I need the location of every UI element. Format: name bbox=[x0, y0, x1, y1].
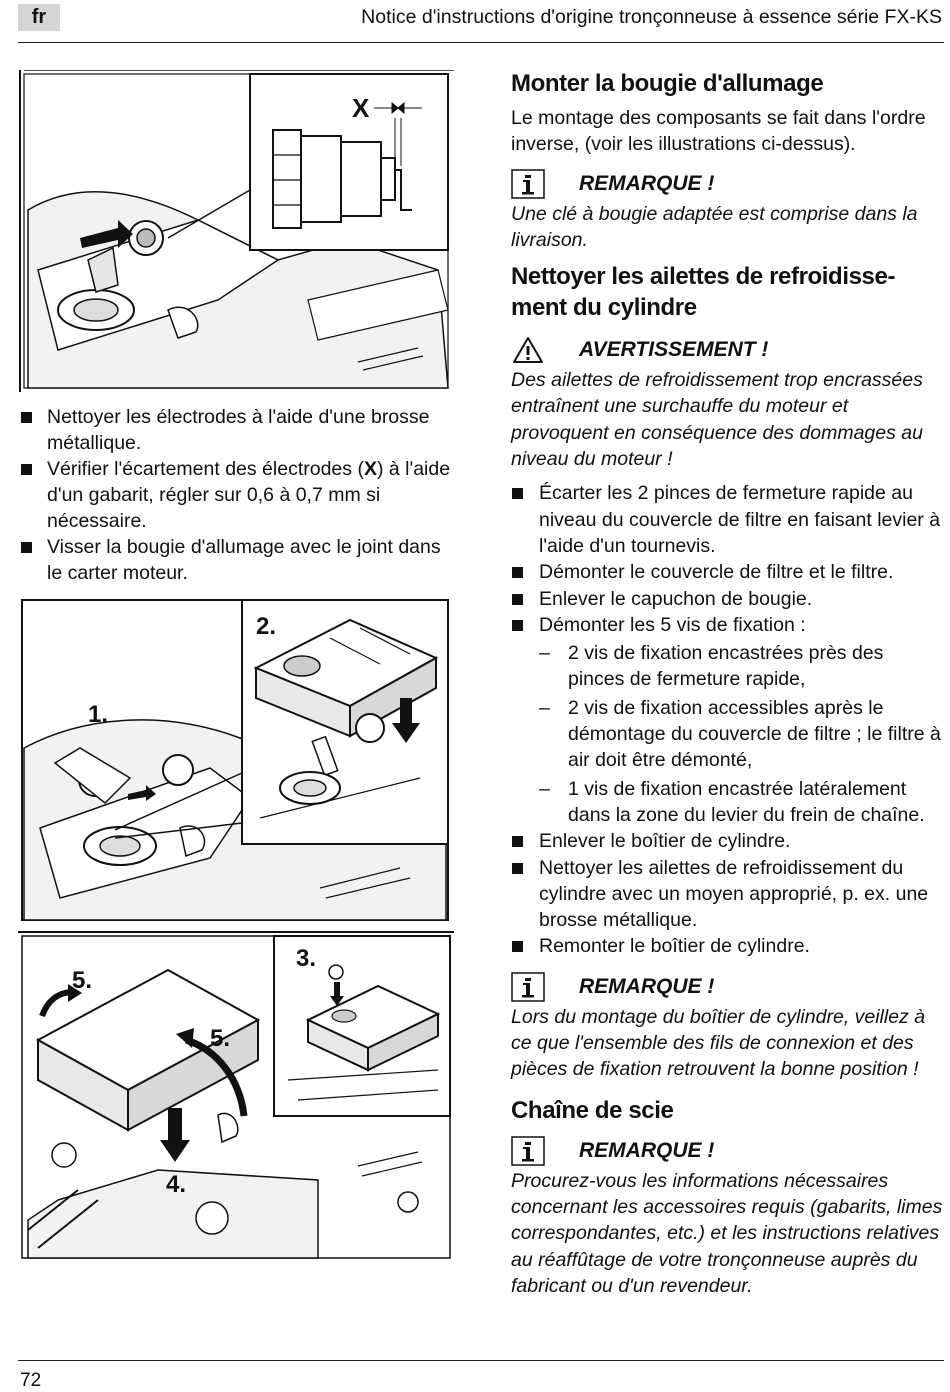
note-2-header bbox=[511, 970, 943, 1004]
step-2-label: 2. bbox=[256, 613, 277, 640]
list-item bbox=[20, 456, 456, 534]
dash-bullet: – bbox=[539, 777, 550, 800]
square-bullet-icon bbox=[512, 488, 523, 499]
list-item-text: Nettoyer les ailettes de refroidissement du cylindre avec un moyen approprié, p. ex. une brosse métallique. bbox=[539, 856, 929, 932]
list-item-text: Nettoyer les électrodes à l'aide d'une brosse métallique. bbox=[47, 406, 430, 454]
warning-triangle-icon bbox=[511, 335, 545, 365]
square-bullet-icon bbox=[21, 412, 32, 423]
square-bullet-icon bbox=[512, 863, 523, 874]
dash-bullet: – bbox=[539, 696, 550, 719]
step-5b-label: 5. bbox=[210, 1025, 231, 1052]
list-item bbox=[20, 534, 456, 586]
filter-cover-figure bbox=[18, 930, 454, 1260]
plug-install-figure bbox=[20, 598, 450, 922]
step-4-label: 4. bbox=[166, 1171, 187, 1198]
list-item bbox=[511, 933, 943, 959]
square-bullet-icon bbox=[512, 836, 523, 847]
square-bullet-icon bbox=[512, 594, 523, 605]
spark-plug-text: Le montage des composants se fait dans l'ordre inverse, (voir les illustrations ci-dessus). bbox=[511, 107, 926, 156]
list-item-text: Démonter le couvercle de filtre et le filtre. bbox=[539, 561, 894, 584]
list-item-text: Visser la bougie d'allumage avec le joint dans le carter moteur. bbox=[47, 536, 441, 584]
note-3-label: REMARQUE ! bbox=[579, 1138, 715, 1162]
screw-sublist bbox=[539, 640, 943, 828]
warning-header bbox=[511, 333, 943, 367]
list-item-text-pre: Vérifier l'écartement des électrodes ( bbox=[47, 458, 364, 480]
square-bullet-icon bbox=[512, 620, 523, 631]
note-3-header bbox=[511, 1134, 943, 1168]
sub-list-item-text: 2 vis de fixation encastrées près des pinces de fermeture rapide, bbox=[568, 642, 884, 691]
step-5a-label: 5. bbox=[72, 967, 93, 994]
square-bullet-icon bbox=[21, 542, 32, 553]
warning-text: Des ailettes de refroidissement trop encrassées entraînent une surchauffe du moteur et provoquent en conséquence des dommages au niveau du moteur ! bbox=[511, 369, 923, 471]
right-column bbox=[511, 68, 943, 1299]
note-2-label: REMARQUE ! bbox=[579, 974, 715, 998]
spark-plug-gap-figure bbox=[18, 70, 454, 392]
list-item-text-bold: X bbox=[363, 458, 377, 480]
info-icon bbox=[511, 169, 545, 199]
gap-label-x: X bbox=[352, 93, 370, 123]
document-title: Notice d'instructions d'origine tronçonneuse à essence série FX-KS bbox=[361, 6, 942, 28]
list-item-text: Enlever le capuchon de bougie. bbox=[539, 587, 813, 610]
square-bullet-icon bbox=[21, 464, 32, 475]
info-icon bbox=[511, 1136, 545, 1166]
dash-bullet: – bbox=[539, 642, 550, 665]
section-title-spark-plug: Monter la bougie d'allumage bbox=[511, 70, 824, 97]
note-3-text: Procurez-vous les informations nécessaires concernant les accessoires requis (gabarits, limes correspondantes, etc.) et les instructions relatives au réaffûtage de votre tronçonneuse auprès du fabricant ou d'un revendeur. bbox=[511, 1169, 943, 1297]
footer-rule bbox=[18, 1360, 944, 1361]
list-item bbox=[511, 480, 943, 559]
electrode-steps-list bbox=[20, 404, 456, 586]
section-title-saw-chain: Chaîne de scie bbox=[511, 1096, 674, 1124]
list-item bbox=[20, 404, 456, 456]
step-1-label: 1. bbox=[88, 701, 109, 728]
list-item bbox=[511, 612, 943, 828]
note-1-label: REMARQUE ! bbox=[579, 171, 715, 195]
header-rule bbox=[18, 42, 944, 43]
page-number: 72 bbox=[20, 1370, 42, 1391]
section-title-cooling-fins: Nettoyer les ailettes de refroidissement du cylindre bbox=[511, 263, 896, 322]
sub-list-item-text: 2 vis de fixation accessibles après le démontage du couvercle de filtre ; le filtre à air doit être démonté, bbox=[568, 696, 941, 772]
step-3-label: 3. bbox=[296, 945, 317, 972]
sub-list-item bbox=[539, 640, 943, 693]
sub-list-item-text: 1 vis de fixation encastrée latéralement dans la zone du levier du frein de chaîne. bbox=[568, 777, 925, 826]
square-bullet-icon bbox=[512, 941, 523, 952]
list-item bbox=[511, 855, 943, 934]
note-1-header bbox=[511, 167, 943, 201]
language-tag: fr bbox=[18, 4, 60, 31]
list-item bbox=[511, 828, 943, 854]
list-item bbox=[511, 586, 943, 612]
list-item-text: Remonter le boîtier de cylindre. bbox=[539, 935, 810, 958]
list-item-text: Enlever le boîtier de cylindre. bbox=[539, 830, 791, 853]
sub-list-item bbox=[539, 695, 943, 774]
sub-list-item bbox=[539, 776, 943, 829]
note-1-text: Une clé à bougie adaptée est comprise dans la livraison. bbox=[511, 202, 918, 251]
info-icon bbox=[511, 972, 545, 1002]
note-2-text: Lors du montage du boîtier de cylindre, veillez à ce que l'ensemble des fils de connexion et des pièces de fixation retrouvent la bonne position ! bbox=[511, 1005, 926, 1081]
list-item-text: Démonter les 5 vis de fixation : bbox=[539, 613, 806, 636]
list-item-text-post: ) à l'aide d'un gabarit, régler sur 0,6 à 0,7 mm si nécessaire. bbox=[47, 458, 451, 532]
list-item-text: Écarter les 2 pinces de fermeture rapide au niveau du couvercle de filtre en faisant levier à l'aide d'un tournevis. bbox=[539, 482, 941, 557]
warning-label: AVERTISSEMENT ! bbox=[579, 338, 769, 362]
cooling-fins-steps bbox=[511, 480, 943, 959]
square-bullet-icon bbox=[512, 567, 523, 578]
list-item bbox=[511, 559, 943, 585]
